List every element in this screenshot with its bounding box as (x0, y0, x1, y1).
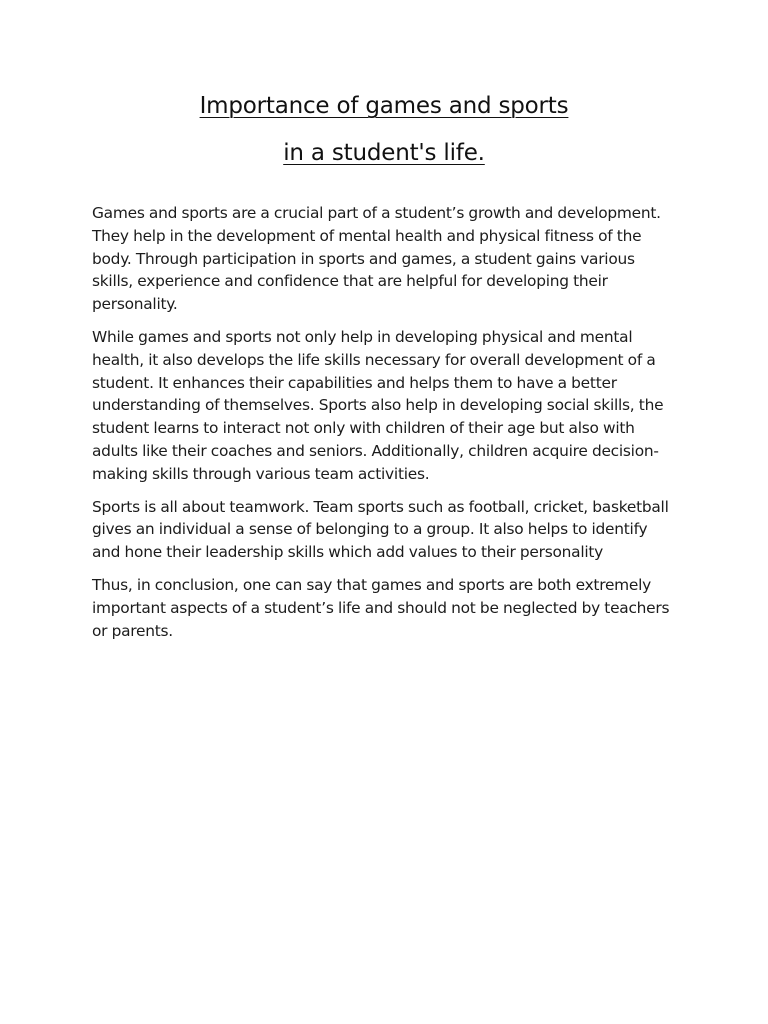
document-title (92, 0, 676, 171)
title-line-1: Importance of games and sports (199, 93, 569, 119)
paragraph-1: Games and sports are a crucial part of a student’s growth and development. They help in the development of mental health and physical fitness of the body. Through participation in sports and games, a student gains various skills, experience and confidence that are helpful for developing their personality. (92, 204, 661, 314)
paragraph-2: While games and sports not only help in developing physical and mental health, it also develops the life skills necessary for overall development of a student. It enhances their capabilities and helps them to have a better understanding of themselves. Sports also help in developing social skills, the student learns to interact not only with children of their age but also with adults like their coaches and seniors. Additionally, children acquire decision-making skills through various team activities. (92, 327, 664, 483)
paragraph-3: Sports is all about teamwork. Team sports such as football, cricket, basketball gives an individual a sense of belonging to a group. It also helps to identify and hone their leadership skills which add values to their personality (92, 497, 669, 562)
document-body (92, 202, 676, 642)
paragraph-4: Thus, in conclusion, one can say that games and sports are both extremely important aspects of a student’s life and should not be neglected by teachers or parents. (92, 575, 670, 640)
title-line-2: in a student's life. (283, 140, 485, 166)
